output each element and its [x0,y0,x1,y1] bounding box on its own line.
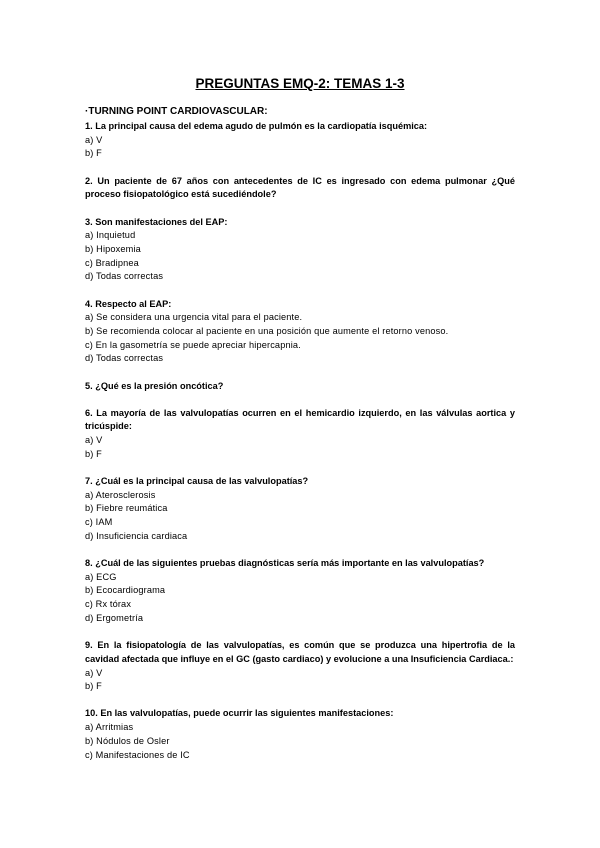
answer-option: d) Insuficiencia cardiaca [85,530,188,541]
answer-option: b) F [85,448,102,459]
question-3 [85,216,515,285]
answer-option: a) Aterosclerosis [85,489,156,500]
answer-option: d) Todas correctas [85,353,164,364]
answer-option: d) Ergometría [85,612,144,623]
question-9 [85,639,515,694]
question-text: 9. En la fisiopatología de las valvulopatías, es común que se produzca una hipertrofia de la cavidad afectada que influye en el GC (gasto cardiaco) y evolucione a una Insuficiencia Cardiaca.: [85,640,515,664]
answer-option: c) Rx tórax [85,599,132,610]
question-1 [85,120,515,161]
question-10 [85,707,515,762]
question-text: 4. Respecto al EAP: [85,298,172,309]
question-6 [85,407,515,462]
question-text: 7. ¿Cuál es la principal causa de las valvulopatías? [85,476,309,487]
question-text: 6. La mayoría de las valvulopatías ocurren en el hemicardio izquierdo, en las válvulas aortica y tricúspide: [85,407,515,432]
answer-option: b) Nódulos de Osler [85,735,170,746]
question-list [85,120,515,776]
section-heading: ·TURNING POINT CARDIOVASCULAR: [85,106,268,117]
question-2 [85,175,515,202]
answer-option: a) V [85,435,103,446]
question-8 [85,557,515,626]
answer-option: d) Todas correctas [85,271,164,282]
question-7 [85,475,515,544]
answer-option: c) Bradipnea [85,257,139,268]
question-4 [85,298,515,367]
answer-option: b) F [85,148,102,159]
question-5 [85,380,515,394]
answer-option: a) ECG [85,571,117,582]
answer-option: a) V [85,134,103,145]
question-text: 5. ¿Qué es la presión oncótica? [85,380,224,391]
question-text: 1. La principal causa del edema agudo de pulmón es la cardiopatía isquémica: [85,121,428,131]
answer-option: c) Manifestaciones de IC [85,749,190,760]
question-text: 10. En las valvulopatías, puede ocurrir las siguientes manifestaciones: [85,708,394,719]
answer-option: a) V [85,667,103,678]
question-text: 3. Son manifestaciones del EAP: [85,216,228,227]
answer-option: b) F [85,681,102,692]
answer-option: a) Se considera una urgencia vital para el paciente. [85,312,303,323]
answer-option: c) En la gasometría se puede apreciar hipercapnia. [85,339,301,350]
answer-option: b) Hipoxemia [85,243,141,254]
answer-option: b) Fiebre reumática [85,503,168,514]
answer-option: b) Se recomienda colocar al paciente en una posición que aumente el retorno venoso. [85,325,449,336]
answer-option: b) Ecocardiograma [85,585,166,596]
answer-option: c) IAM [85,517,113,528]
question-text: 2. Un paciente de 67 años con antecedentes de IC es ingresado con edema pulmonar ¿Qué proceso fisiopatológico está sucediéndole? [85,175,515,200]
answer-option: a) Inquietud [85,230,136,241]
page-title: PREGUNTAS EMQ-2: TEMAS 1-3 [195,76,405,91]
answer-option: a) Arritmias [85,722,134,733]
question-text: 8. ¿Cuál de las siguientes pruebas diagnósticas sería más importante en las valvulopatías? [85,558,485,569]
